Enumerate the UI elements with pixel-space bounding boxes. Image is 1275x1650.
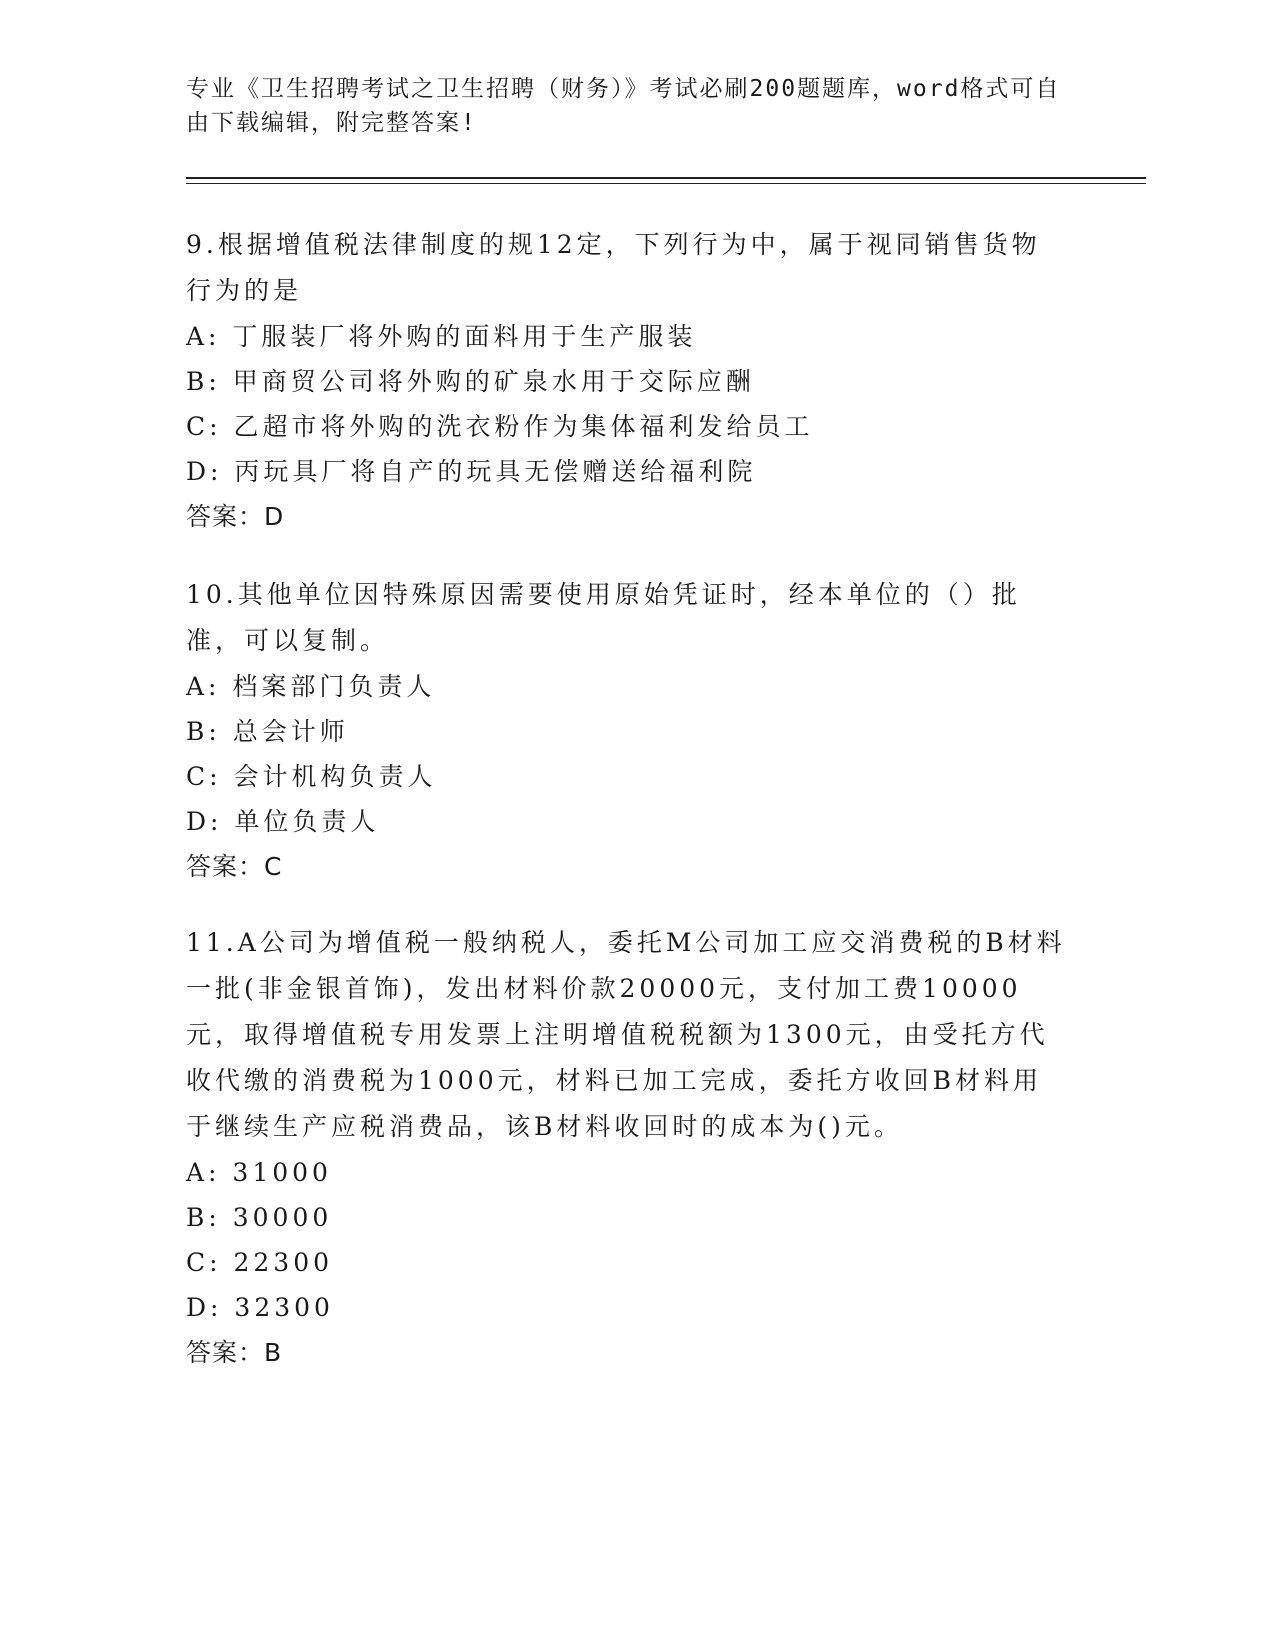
option-b: B: 甲商贸公司将外购的矿泉水用于交际应酬: [186, 367, 755, 396]
question-9: [186, 222, 1066, 540]
question-10: [186, 572, 1066, 890]
option-b: B: 30000: [186, 1203, 333, 1232]
question-11: [186, 920, 1066, 1376]
header-divider-thick: [186, 177, 1146, 179]
question-stem: 9.根据增值税法律制度的规12定，下列行为中，属于视同销售货物行为的是: [186, 230, 1041, 305]
option-a: A: 31000: [186, 1158, 332, 1187]
answer: 答案：C: [186, 852, 283, 881]
option-c: C: 22300: [186, 1248, 334, 1277]
option-d: D: 32300: [186, 1293, 334, 1322]
option-c: C: 乙超市将外购的洗衣粉作为集体福利发给员工: [186, 412, 814, 441]
answer: 答案：D: [186, 502, 285, 531]
question-stem: 11.A公司为增值税一般纳税人，委托M公司加工应交消费税的B材料一批(非金银首饰)，发出材料价款20000元，支付加工费10000元，取得增值税专用发票上注明增值税税额为1300元，由受托方代收代缴的消费税为1000元，材料已加工完成，委托方收回B材料用于继续生产应税消费品，该B材料收回时的成本为()元。: [186, 928, 1066, 1141]
question-stem: 10.其他单位因特殊原因需要使用原始凭证时，经本单位的（）批准，可以复制。: [186, 580, 1021, 655]
option-c: C: 会计机构负责人: [186, 762, 437, 791]
option-b: B: 总会计师: [186, 717, 349, 746]
option-d: D: 单位负责人: [186, 807, 380, 836]
option-a: A: 档案部门负责人: [186, 672, 436, 701]
option-a: A: 丁服装厂将外购的面料用于生产服装: [186, 322, 697, 351]
option-d: D: 丙玩具厂将自产的玩具无偿赠送给福利院: [186, 457, 757, 486]
document-header: 专业《卫生招聘考试之卫生招聘（财务）》考试必刷200题题库，word格式可自由下载编辑，附完整答案!: [186, 76, 1061, 136]
header-divider-thin: [186, 183, 1146, 184]
answer: 答案：B: [186, 1338, 283, 1367]
